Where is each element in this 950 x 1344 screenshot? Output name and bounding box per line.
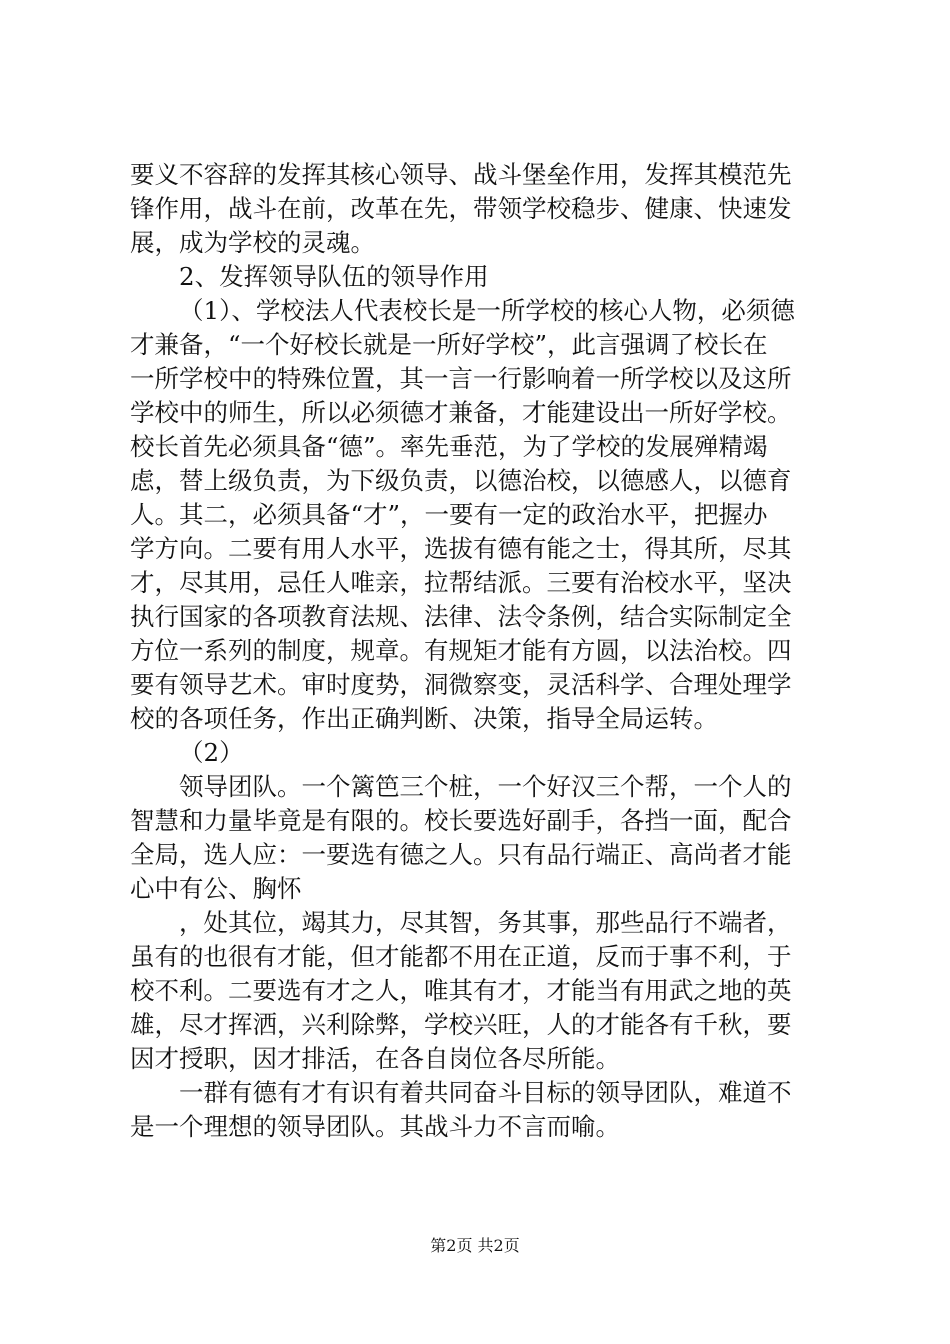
text-line: 虑，替上级负责，为下级负责，以德治校，以德感人，以德育 bbox=[130, 466, 792, 495]
text-line: （1）、学校法人代表校长是一所学校的核心人物，必须德 bbox=[179, 296, 795, 325]
text-line: 要义不容辞的发挥其核心领导、战斗堡垒作用，发挥其模范先 bbox=[130, 160, 792, 189]
text-line: （2） bbox=[179, 738, 244, 767]
text-line: 校长首先必须具备“德”。率先垂范，为了学校的发展殚精竭 bbox=[130, 432, 768, 461]
text-line: 学方向。二要有用人水平，选拔有德有能之士，得其所，尽其 bbox=[130, 534, 792, 563]
text-line: 2、发挥领导队伍的领导作用 bbox=[179, 262, 489, 291]
text-line: 执行国家的各项教育法规、法律、法令条例，结合实际制定全 bbox=[130, 602, 792, 631]
text-line: 是一个理想的领导团队。其战斗力不言而喻。 bbox=[130, 1112, 620, 1141]
document-body bbox=[130, 158, 830, 1144]
text-line: 要有领导艺术。审时度势，洞微察变，灵活科学、合理处理学 bbox=[130, 670, 792, 699]
text-line: 因才授职，因才排活，在各自岗位各尽所能。 bbox=[130, 1044, 620, 1073]
text-line: 方位一系列的制度，规章。有规矩才能有方圆，以法治校。四 bbox=[130, 636, 792, 665]
text-line: 领导团队。一个篱笆三个桩，一个好汉三个帮，一个人的 bbox=[179, 772, 792, 801]
text-line: 学校中的师生，所以必须德才兼备，才能建设出一所好学校。 bbox=[130, 398, 792, 427]
text-line: 虽有的也很有才能，但才能都不用在正道，反而于事不利，于 bbox=[130, 942, 792, 971]
text-line: 校的各项任务，作出正确判断、决策，指导全局运转。 bbox=[130, 704, 718, 733]
text-line: 才兼备，“一个好校长就是一所好学校”，此言强调了校长在 bbox=[130, 330, 768, 359]
text-line: 心中有公、胸怀 bbox=[130, 874, 302, 903]
text-line: 人。其二，必须具备“才”，一要有一定的政治水平，把握办 bbox=[130, 500, 768, 529]
text-line: ，处其位，竭其力，尽其智，务其事，那些品行不端者， bbox=[179, 908, 792, 937]
text-line: 才，尽其用，忌任人唯亲，拉帮结派。三要有治校水平，坚决 bbox=[130, 568, 792, 597]
text-line: 全局，选人应：一要选有德之人。只有品行端正、高尚者才能 bbox=[130, 840, 792, 869]
text-line: 展，成为学校的灵魂。 bbox=[130, 228, 375, 257]
text-line: 锋作用，战斗在前，改革在先，带领学校稳步、健康、快速发 bbox=[130, 194, 792, 223]
page-footer: 第2页 共2页 bbox=[430, 1236, 520, 1255]
text-line: 智慧和力量毕竟是有限的。校长要选好副手，各挡一面，配合 bbox=[130, 806, 792, 835]
text-line: 校不利。二要选有才之人，唯其有才，才能当有用武之地的英 bbox=[130, 976, 792, 1005]
text-line: 一群有德有才有识有着共同奋斗目标的领导团队，难道不 bbox=[179, 1078, 792, 1107]
text-line: 一所学校中的特殊位置，其一言一行影响着一所学校以及这所 bbox=[130, 364, 792, 393]
text-line: 雄，尽才挥洒，兴利除弊，学校兴旺，人的才能各有千秋，要 bbox=[130, 1010, 792, 1039]
